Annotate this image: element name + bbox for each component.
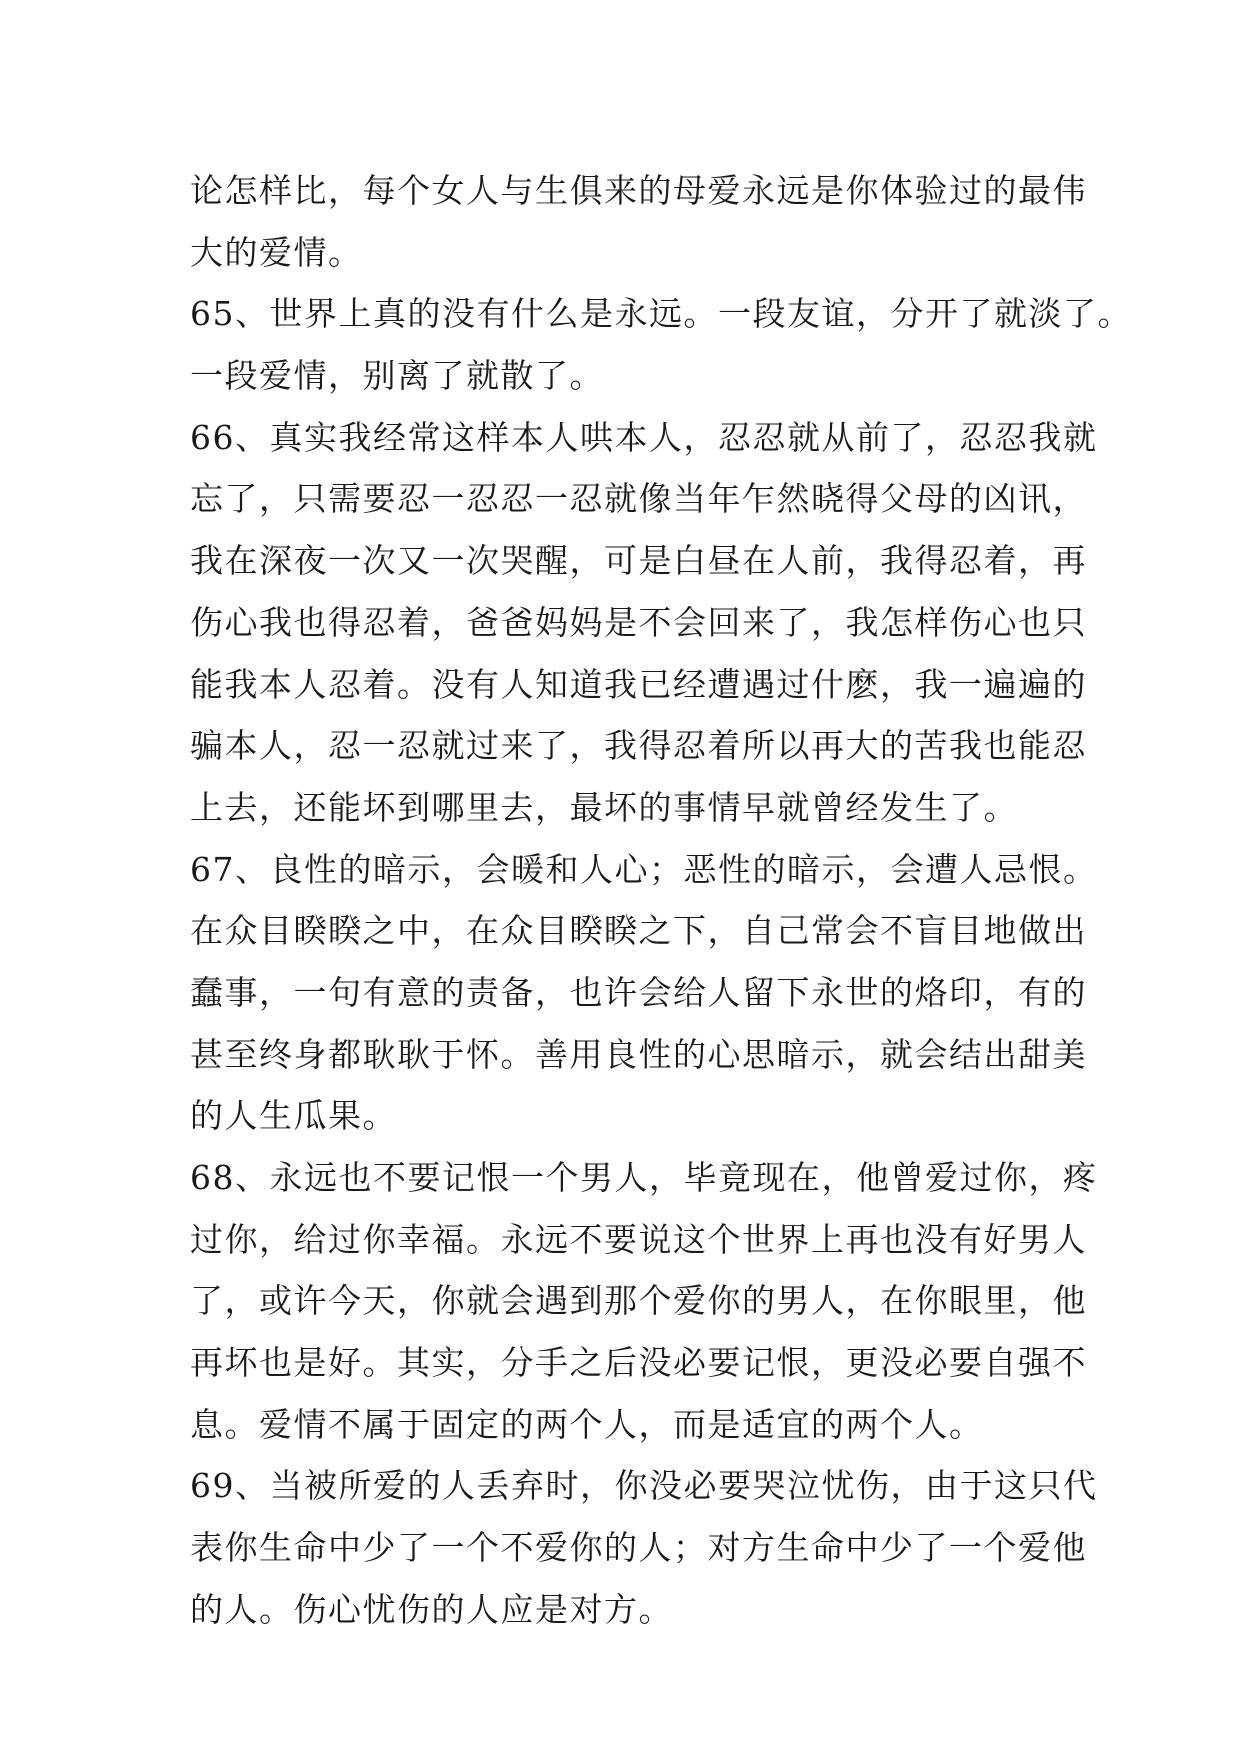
- text-line: 67、良性的暗示，会暖和人心；恶性的暗示，会遭人忌恨。: [190, 849, 1098, 889]
- text-line: 过你，给过你幸福。永远不要说这个世界上再也没有好男人: [190, 1219, 1087, 1259]
- text-line: 65、世界上真的没有什么是永远。一段友谊，分开了就淡了。: [190, 294, 1132, 334]
- text-line: 伤心我也得忍着，爸爸妈妈是不会回来了，我怎样伤心也只: [190, 602, 1087, 642]
- text-line: 大的爱情。: [190, 232, 363, 272]
- text-line: 的人生瓜果。: [190, 1096, 397, 1136]
- text-line: 能我本人忍着。没有人知道我已经遭遇过什麽，我一遍遍的: [190, 664, 1087, 704]
- body-text: [190, 160, 1132, 1641]
- text-line: 忘了，只需要忍一忍忍一忍就像当年乍然晓得父母的凶讯，: [190, 479, 1087, 519]
- text-line: 甚至终身都耿耿于怀。善用良性的心思暗示，就会结出甜美: [190, 1034, 1087, 1074]
- text-line: 在众目睽睽之中，在众目睽睽之下，自己常会不盲目地做出: [190, 911, 1087, 951]
- text-line: 66、真实我经常这样本人哄本人，忍忍就从前了，忍忍我就: [190, 417, 1098, 457]
- text-line: 我在深夜一次又一次哭醒，可是白昼在人前，我得忍着，再: [190, 541, 1087, 581]
- text-line: 论怎样比，每个女人与生俱来的母爱永远是你体验过的最伟: [190, 171, 1087, 210]
- text-line: 再坏也是好。其实，分手之后没必要记恨，更没必要自强不: [190, 1343, 1087, 1383]
- text-line: 息。爱情不属于固定的两个人，而是适宜的两个人。: [190, 1404, 984, 1444]
- text-line: 69、当被所爱的人丢弃时，你没必要哭泣忧伤，由于这只代: [190, 1466, 1098, 1506]
- text-line: 一段爱情，别离了就散了。: [190, 356, 604, 396]
- text-line: 上去，还能坏到哪里去，最坏的事情早就曾经发生了。: [190, 787, 1018, 827]
- text-line: 68、永远也不要记恨一个男人，毕竟现在，他曾爱过你，疼: [190, 1158, 1098, 1197]
- text-line: 蠢事，一句有意的责备，也许会给人留下永世的烙印，有的: [190, 972, 1087, 1012]
- text-line: 表你生命中少了一个不爱你的人；对方生命中少了一个爱他: [190, 1528, 1087, 1568]
- text-line: 了，或许今天，你就会遇到那个爱你的男人，在你眼里，他: [190, 1281, 1087, 1321]
- text-line: 的人。伤心忧伤的人应是对方。: [190, 1589, 673, 1629]
- text-line: 骗本人，忍一忍就过来了，我得忍着所以再大的苦我也能忍: [190, 726, 1087, 766]
